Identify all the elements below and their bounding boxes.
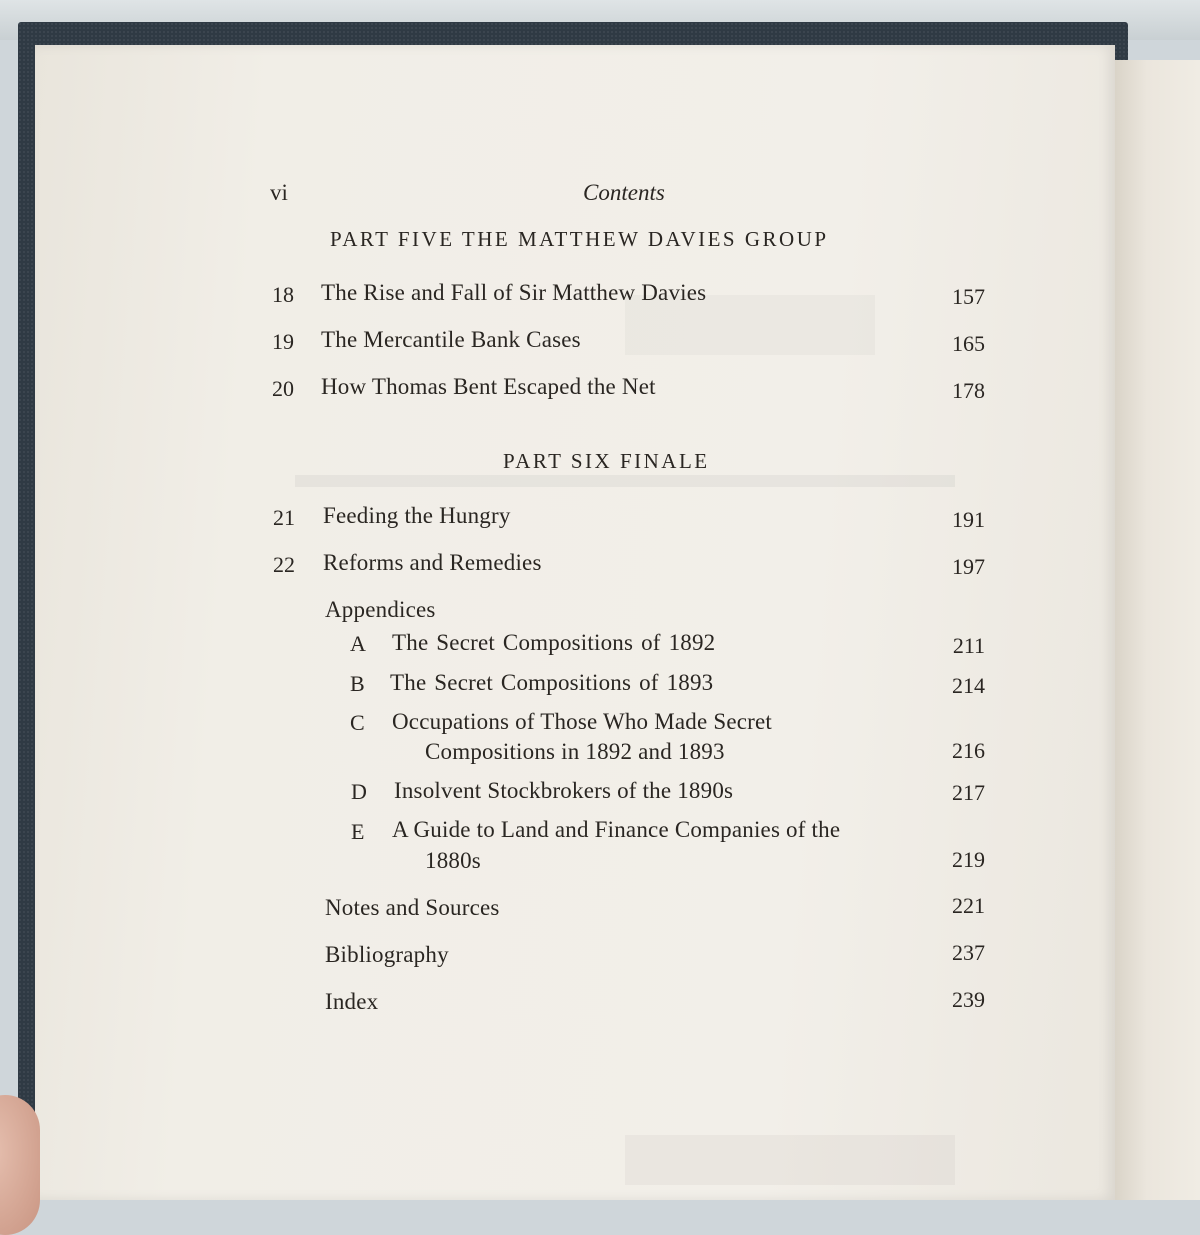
running-head: Contents bbox=[583, 180, 665, 205]
chapter-number: 21 bbox=[273, 505, 295, 530]
appendix-title-line2: Compositions in 1892 and 1893 bbox=[425, 739, 725, 764]
back-matter-title: Index bbox=[325, 989, 379, 1014]
finger bbox=[0, 1095, 40, 1235]
chapter-page: 165 bbox=[952, 331, 985, 356]
back-matter-page: 239 bbox=[952, 987, 985, 1012]
appendix-letter: C bbox=[350, 710, 365, 735]
chapter-title: Reforms and Remedies bbox=[323, 550, 542, 575]
appendix-title-line1: Occupations of Those Who Made Secret bbox=[392, 709, 772, 734]
chapter-number: 20 bbox=[272, 376, 294, 401]
appendix-page: 211 bbox=[952, 633, 985, 658]
chapter-page: 191 bbox=[952, 507, 985, 532]
right-page-edge bbox=[1112, 60, 1200, 1200]
show-through-shadow bbox=[625, 1135, 955, 1185]
book-page bbox=[35, 45, 1115, 1200]
chapter-title: The Rise and Fall of Sir Matthew Davies bbox=[321, 280, 707, 305]
appendix-title-line2: 1880s bbox=[425, 848, 481, 873]
appendix-page: 216 bbox=[952, 738, 985, 763]
chapter-page: 157 bbox=[952, 284, 985, 309]
chapter-title: Feeding the Hungry bbox=[323, 503, 511, 528]
show-through-shadow bbox=[295, 475, 955, 487]
appendix-letter: B bbox=[350, 671, 365, 696]
chapter-title: The Mercantile Bank Cases bbox=[321, 327, 581, 352]
appendix-letter: A bbox=[350, 631, 366, 656]
back-matter-title: Notes and Sources bbox=[325, 895, 500, 920]
chapter-number: 19 bbox=[272, 329, 294, 354]
back-matter-page: 237 bbox=[952, 940, 985, 965]
page-number: vi bbox=[270, 180, 288, 205]
appendix-letter: D bbox=[351, 779, 367, 804]
chapter-page: 197 bbox=[952, 554, 985, 579]
appendix-page: 217 bbox=[952, 780, 985, 805]
appendix-page: 219 bbox=[952, 847, 985, 872]
back-matter-page: 221 bbox=[952, 893, 985, 918]
chapter-number: 22 bbox=[273, 552, 295, 577]
appendices-heading: Appendices bbox=[325, 597, 436, 622]
back-matter-title: Bibliography bbox=[325, 942, 449, 967]
appendix-title: The Secret Compositions of 1892 bbox=[392, 630, 716, 655]
appendix-title-line1: A Guide to Land and Finance Companies of the bbox=[392, 817, 841, 842]
chapter-page: 178 bbox=[952, 378, 985, 403]
appendix-title: The Secret Compositions of 1893 bbox=[390, 670, 714, 695]
part-six-heading: PART SIX FINALE bbox=[503, 449, 710, 473]
appendix-title: Insolvent Stockbrokers of the 1890s bbox=[394, 778, 734, 803]
appendix-page: 214 bbox=[952, 673, 985, 698]
chapter-number: 18 bbox=[272, 282, 294, 307]
appendix-letter: E bbox=[351, 819, 365, 844]
chapter-title: How Thomas Bent Escaped the Net bbox=[321, 374, 656, 399]
part-five-heading: PART FIVE THE MATTHEW DAVIES GROUP bbox=[330, 227, 829, 251]
